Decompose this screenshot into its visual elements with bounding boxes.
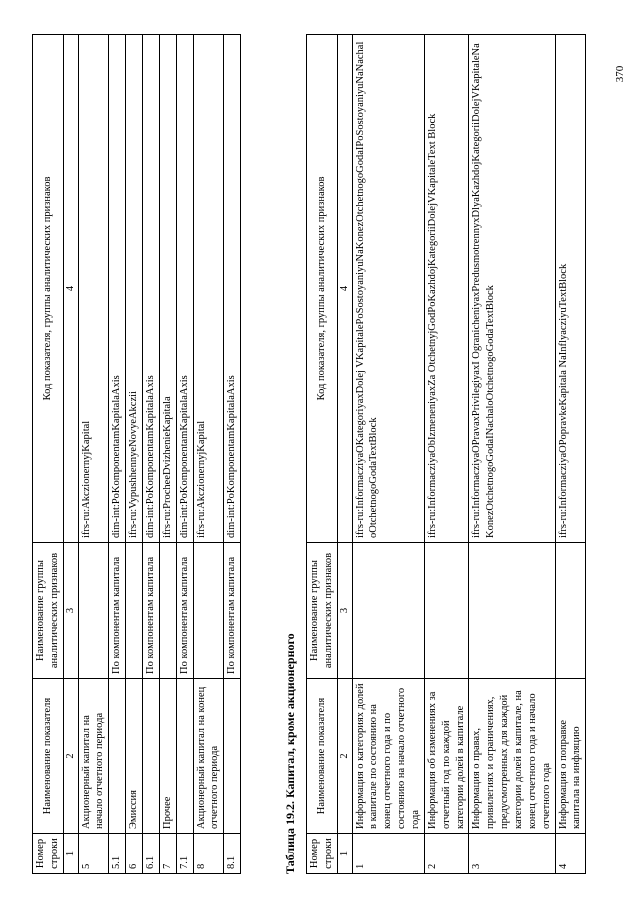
indicator-name: Информация о правах, привилегиях и ограничениях, предусмотренных для каждой категории долей в капитале, на конец отчетного года и начало отчетного года — [469, 679, 555, 834]
row-number: 8 — [193, 834, 224, 874]
header-indicator-code: Код показателя, группы аналитических признаков — [33, 35, 64, 543]
column-number: 4 — [63, 35, 78, 543]
analytic-group: По компонентам капитала — [143, 543, 160, 679]
indicator-code: dim-int:PoKomponentamKapitalaAxis — [143, 35, 160, 543]
table-row — [352, 35, 424, 874]
indicator-name: Информация о категориях долей в капитале по состоянию на конец отчетного года и по состоянию на начало отчетного года — [352, 679, 424, 834]
analytic-group — [78, 543, 109, 679]
header-indicator-code: Код показателя, группы аналитических признаков — [307, 35, 338, 543]
page-number: 370 — [614, 65, 626, 83]
column-number: 1 — [337, 834, 352, 874]
indicator-code: ifrs-ru:AkczionernyjKapital — [193, 35, 224, 543]
table-row — [143, 35, 160, 874]
table-row — [555, 35, 586, 874]
table-row — [78, 35, 109, 874]
row-number: 2 — [424, 834, 469, 874]
indicator-code: dim-int:PoKomponentamKapitalaAxis — [224, 35, 241, 543]
analytic-group — [469, 543, 555, 679]
analytic-group — [126, 543, 143, 679]
column-number: 2 — [63, 679, 78, 834]
indicator-name: Прочее — [159, 679, 176, 834]
indicator-code: ifrs-ru:InformacziyaObIzmeneniyaxZa OtchetnyjGodPoKazhdojKategoriiDolejVKapitaleText Block — [424, 35, 469, 543]
column-number: 1 — [63, 834, 78, 874]
row-number: 5 — [78, 834, 109, 874]
table-row — [224, 35, 241, 874]
row-number: 1 — [352, 834, 424, 874]
row-number: 6.1 — [143, 834, 160, 874]
header-row-number: Номер строки — [307, 834, 338, 874]
header-row-number: Номер строки — [33, 834, 64, 874]
table-row — [424, 35, 469, 874]
table-row — [126, 35, 143, 874]
capital-table — [306, 34, 586, 874]
row-number: 5.1 — [109, 834, 126, 874]
table-row — [109, 35, 126, 874]
row-number: 3 — [469, 834, 555, 874]
indicator-code: dim-int:PoKomponentamKapitalaAxis — [176, 35, 193, 543]
row-number: 7 — [159, 834, 176, 874]
table-row — [176, 35, 193, 874]
column-number-row — [337, 35, 352, 874]
table-caption: Таблица 19.2. Капитал, кроме акционерного — [283, 633, 297, 874]
indicator-code: ifrs-ru:VypushhennyeNovyeAkczii — [126, 35, 143, 543]
analytic-group: По компонентам капитала — [224, 543, 241, 679]
indicator-name: Эмиссия — [126, 679, 143, 834]
indicator-name: Акционерный капитал на конец отчетного периода — [193, 679, 224, 834]
column-number: 2 — [337, 679, 352, 834]
analytic-group — [555, 543, 586, 679]
header-analytic-group: Наименование группы аналитических признаков — [307, 543, 338, 679]
table-header-row — [33, 35, 64, 874]
rotated-page-content — [32, 34, 592, 874]
row-number: 6 — [126, 834, 143, 874]
row-number: 8.1 — [224, 834, 241, 874]
analytic-group: По компонентам капитала — [109, 543, 126, 679]
table-row — [193, 35, 224, 874]
indicator-code: ifrs-ru:InformacziyaOKategoriyaxDolej VKapitalePoSostoyaniyuNaKonezOtchetnogoGodaIPoSostoyaniyuNaNachaloOtchetnogoGodaTextBlock — [352, 35, 424, 543]
table-row — [159, 35, 176, 874]
indicator-code: ifrs-ru:ProcheeDvizhenieKapitala — [159, 35, 176, 543]
header-indicator-name: Наименование показателя — [33, 679, 64, 834]
indicator-name — [176, 679, 193, 834]
indicator-code: ifrs-ru:AkczionernyjKapital — [78, 35, 109, 543]
column-number-row — [63, 35, 78, 874]
table-row — [469, 35, 555, 874]
indicator-name: Акционерный капитал на начало отчетного периода — [78, 679, 109, 834]
indicator-name — [109, 679, 126, 834]
analytic-group — [424, 543, 469, 679]
analytic-group — [193, 543, 224, 679]
indicator-name: Информация о поправке капитала на инфляцию — [555, 679, 586, 834]
analytic-group — [159, 543, 176, 679]
header-analytic-group: Наименование группы аналитических признаков — [33, 543, 64, 679]
column-number: 3 — [63, 543, 78, 679]
column-number: 4 — [337, 35, 352, 543]
column-number: 3 — [337, 543, 352, 679]
analytic-group — [352, 543, 424, 679]
header-indicator-name: Наименование показателя — [307, 679, 338, 834]
analytic-group: По компонентам капитала — [176, 543, 193, 679]
table-header-row — [307, 35, 338, 874]
indicator-code: ifrs-ru:InformacziyaOPopravkeKapitala NaInflyacziyuTextBlock — [555, 35, 586, 543]
indicator-name: Информация об изменениях за отчетный год по каждой категории долей в капитале — [424, 679, 469, 834]
indicator-name — [224, 679, 241, 834]
row-number: 7.1 — [176, 834, 193, 874]
row-number: 4 — [555, 834, 586, 874]
components-table — [32, 34, 241, 874]
indicator-name — [143, 679, 160, 834]
indicator-code: dim-int:PoKomponentamKapitalaAxis — [109, 35, 126, 543]
indicator-code: ifrs-ru:InformacziyaOPravaxPrivilegiyaxI OgranicheniyaxPredusmotrennyxDlyaKazhdojKategoriiDolejVKapitaleNaKonezOtchetnogoGodaINachaloOtchetnogoGodaTextBlock — [469, 35, 555, 543]
